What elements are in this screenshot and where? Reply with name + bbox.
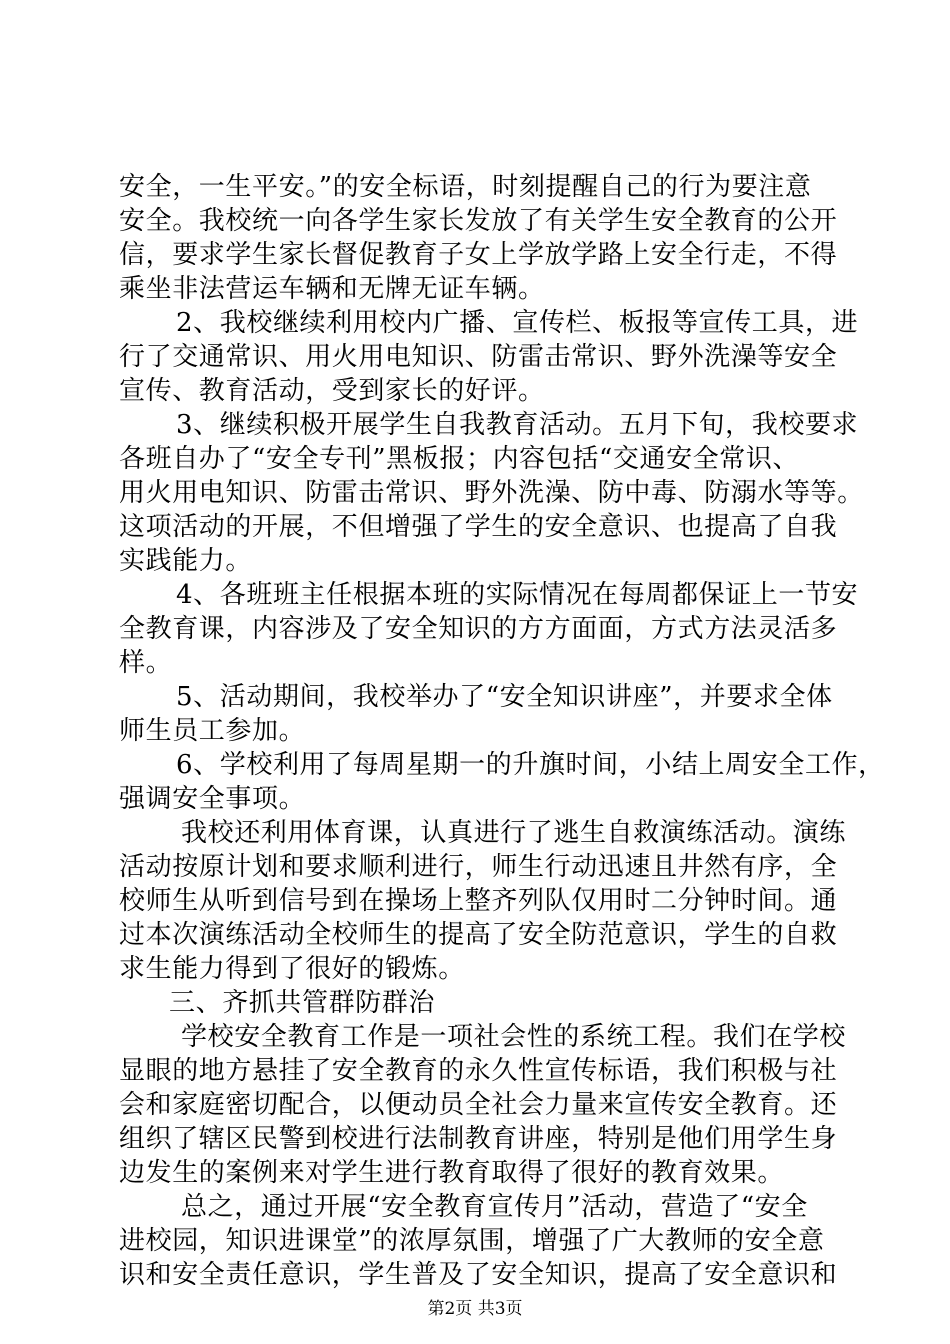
text-line: 显眼的地方悬挂了安全教育的永久性宣传标语，我们积极与社 (119, 1056, 838, 1086)
page-number-footer: 第2页 共3页 (427, 1299, 523, 1319)
text-line: 校师生从听到信号到在操场上整齐列队仅用时二分钟时间。通 (119, 886, 838, 916)
section-heading: 三、齐抓共管群防群治 (169, 988, 436, 1018)
paragraph-start-line: 总之，通过开展“安全教育宣传月”活动，营造了“安全 (181, 1192, 808, 1222)
paragraph-start-line: 我校还利用体育课，认真进行了逃生自救演练活动。演练 (181, 818, 847, 848)
text-line: 进校园，知识进课堂”的浓厚氛围，增强了广大教师的安全意 (119, 1226, 825, 1256)
paragraph-start-line: 2、我校继续利用校内广播、宣传栏、板报等宣传工具，进 (176, 308, 859, 338)
paragraph-start-line: 4、各班班主任根据本班的实际情况在每周都保证上一节安 (176, 580, 859, 610)
text-line: 宣传、教育活动，受到家长的好评。 (119, 376, 545, 406)
text-line: 组织了辖区民警到校进行法制教育讲座，特别是他们用学生身 (119, 1124, 838, 1154)
text-line: 安全，一生平安。”的安全标语，时刻提醒自己的行为要注意 (119, 172, 812, 202)
text-line: 各班自办了“安全专刊”黑板报；内容包括“交通安全常识、 (119, 444, 800, 474)
text-line: 边发生的案例来对学生进行教育取得了很好的教育效果。 (119, 1158, 785, 1188)
text-line: 用火用电知识、防雷击常识、野外洗澡、防中毒、防溺水等等。 (119, 478, 864, 508)
text-line: 行了交通常识、用火用电知识、防雷击常识、野外洗澡等安全 (119, 342, 838, 372)
paragraph-start-line: 3、继续积极开展学生自我教育活动。五月下旬，我校要求 (176, 410, 859, 440)
text-line: 信，要求学生家长督促教育子女上学放学路上安全行走，不得 (119, 240, 838, 270)
text-line: 识和安全责任意识，学生普及了安全知识，提高了安全意识和 (119, 1260, 838, 1290)
text-line: 这项活动的开展，不但增强了学生的安全意识、也提高了自我 (119, 512, 838, 542)
text-line: 过本次演练活动全校师生的提高了安全防范意识，学生的自救 (119, 920, 838, 950)
paragraph-start-line: 6、学校利用了每周星期一的升旗时间，小结上周安全工作， (176, 750, 885, 780)
text-line: 全教育课，内容涉及了安全知识的方方面面，方式方法灵活多 (119, 614, 838, 644)
text-line: 求生能力得到了很好的锻炼。 (119, 954, 465, 984)
text-line: 师生员工参加。 (119, 716, 306, 746)
paragraph-start-line: 学校安全教育工作是一项社会性的系统工程。我们在学校 (181, 1022, 847, 1052)
text-line: 活动按原计划和要求顺利进行，师生行动迅速且井然有序，全 (119, 852, 838, 882)
text-line: 乘坐非法营运车辆和无牌无证车辆。 (119, 274, 545, 304)
text-line: 强调安全事项。 (119, 784, 306, 814)
text-line: 样。 (119, 648, 173, 678)
text-line: 安全。我校统一向各学生家长发放了有关学生安全教育的公开 (119, 206, 838, 236)
text-line: 会和家庭密切配合，以便动员全社会力量来宣传安全教育。还 (119, 1090, 838, 1120)
paragraph-start-line: 5、活动期间，我校举办了“安全知识讲座”，并要求全体 (176, 682, 833, 712)
text-line: 实践能力。 (119, 546, 253, 576)
